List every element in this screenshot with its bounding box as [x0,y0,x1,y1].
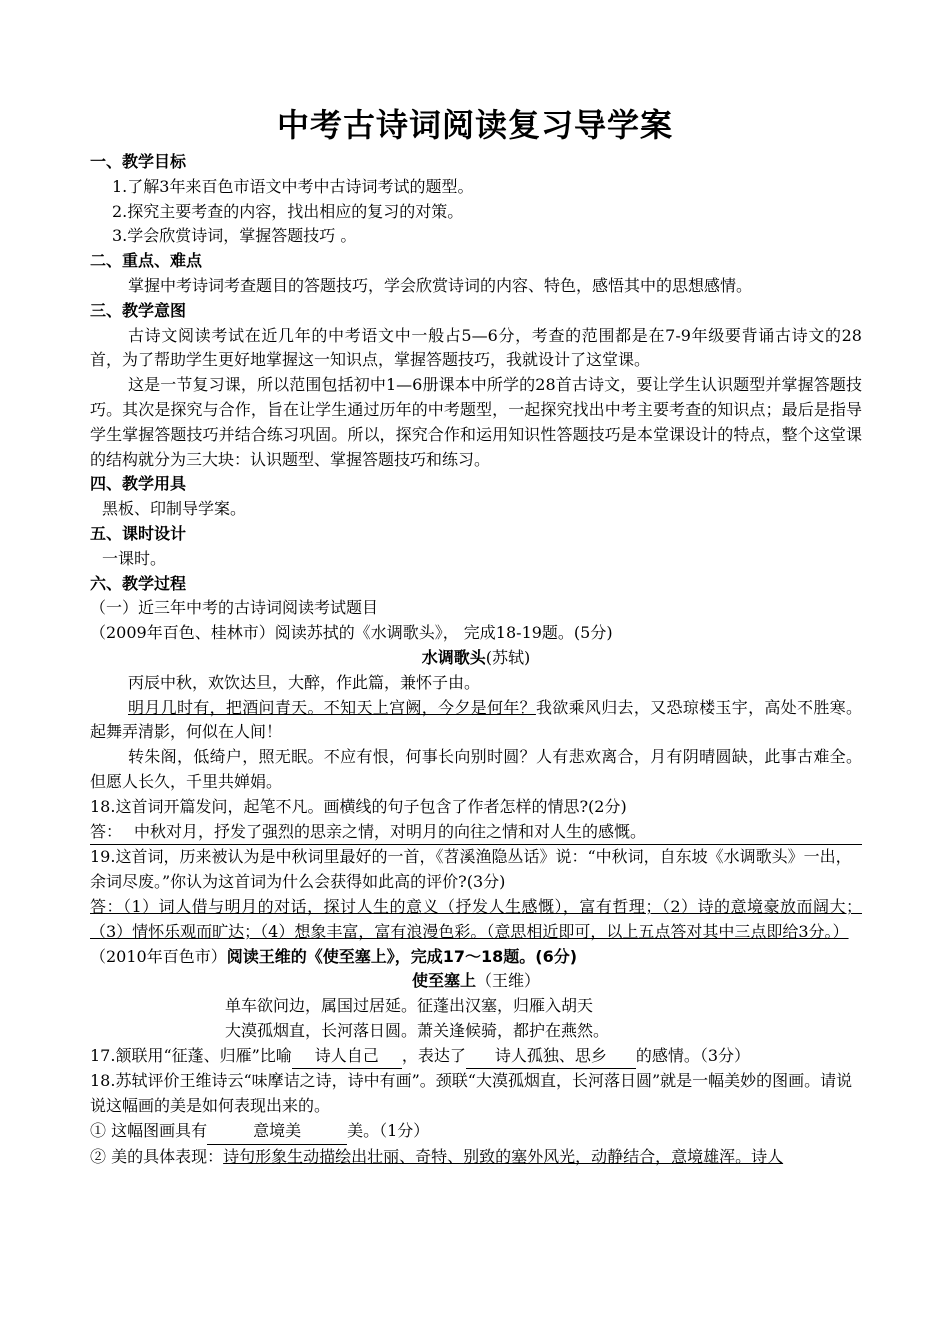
poem-heading [90,646,862,671]
question-18-part2 [90,1145,862,1170]
poem-stanza: 转朱阁，低绮户，照无眠。不应有恨，何事长向别时圆？人有悲欢离合，月有阴晴圆缺，此事古难全。但愿人长久，千里共婵娟。 [90,747,862,791]
answer-text: （1）词人借与明月的对话，探讨人生的意义（抒发人生感慨），富有哲理；（2）诗的意境豪放而阔大；（3）情怀乐观而旷达；（4）想象丰富，富有浪漫色彩。（意思相近即可，以上五点答对其中三点即给3分。） [90,896,862,941]
answer-blank: 诗人孤独、思乡 [466,1044,636,1070]
section-heading-process: 六、教学过程 [90,573,187,593]
question-18: 18.这首词开篇发问，起笔不凡。画横线的句子包含了作者怎样的情思?(2分) [90,796,627,816]
goal-item: 2.探究主要考查的内容，找出相应的复习的对策。 [112,201,464,221]
section-heading-intent: 三、教学意图 [90,300,187,320]
question-text: ① 这幅图画具有 [90,1121,208,1141]
goal-item: 3.学会欣赏诗词，掌握答题技巧 。 [112,226,357,246]
intent-paragraph: 这是一节复习课，所以范围包括初中1—6册课本中所学的28首古诗文，要让学生认识题型并掌握答题技巧。其次是探究与合作，旨在让学生通过历年的中考题型，一起探究找出中考主要考查的知识点；最后是指导学生掌握答题技巧并结合练习巩固。所以，探究合作和运用知识性答题技巧是本堂课设计的特点，整个这堂课的结构就分为三大块：认识题型、掌握答题技巧和练习。 [90,375,862,469]
poem-title: 水调歌头 [421,647,486,667]
answer-label: 答： [90,896,123,916]
poem-stanza [90,696,862,746]
answer-blank: 意境美 [207,1119,347,1145]
question-text: 的感情。（3分） [635,1045,751,1065]
poem-line: 单车欲问边，属国过居延。征蓬出汉塞，归雁入胡天 [225,996,594,1016]
poem-preface: 丙辰中秋，欢饮达旦，大醉，作此篇，兼怀子由。 [128,672,481,692]
question-text: 17.颔联用“征蓬、归雁”比喻 [90,1045,292,1065]
key-points-text: 掌握中考诗词考查题目的答题技巧，学会欣赏诗词的内容、特色，感悟其中的思想感情。 [128,275,753,295]
question-text: 美。（1分） [347,1121,430,1141]
subsection-heading: （一）近三年中考的古诗词阅读考试题目 [90,598,379,618]
question-19: 19.这首词，历来被认为是中秋词里最好的一首，《苕溪渔隐丛话》说：“中秋词，自东坡《水调歌头》一出，余词尽废。”你认为这首词为什么会获得如此高的评价?(3分) [90,847,852,892]
stanza-text: 我欲乘风归去，又恐琼楼玉宇，高处不胜寒。起舞弄清影，何似在人间！ [90,697,862,742]
section-heading-key-points: 二、重点、难点 [90,251,203,271]
tools-text: 黑板、印制导学案。 [102,499,247,519]
answer-19 [90,895,862,945]
exam-source: （2010年百色市） [90,946,227,966]
document-body [90,150,862,1170]
section-heading-goals: 一、教学目标 [90,152,187,171]
question-text: ② 美的具体表现： [90,1146,224,1166]
answer-blank: 诗人自己 [292,1044,402,1070]
intent-paragraph: 古诗文阅读考试在近几年的中考语文中一般占5—6分，考查的范围都是在7-9年级要背诵古诗文的28首，为了帮助学生更好地掌握这一知识点，掌握答题技巧，我就设计了这堂课。 [90,325,862,370]
poem-author: （王维） [476,971,541,991]
section-heading-tools: 四、教学用具 [90,474,187,494]
answer-text: 中秋对月，抒发了强烈的思亲之情，对明月的向往之情和对人生的感慨。 [134,821,647,841]
answer-label: 答： [90,821,123,841]
poem-line: 大漠孤烟直，长河落日圆。萧关逢候骑，都护在燕然。 [225,1020,610,1040]
poem-heading [90,969,862,994]
page-title: 中考古诗词阅读复习导学案 [276,106,673,144]
schedule-text: 一课时。 [102,548,167,568]
goal-item: 1.了解3年来百色市语文中考中古诗词考试的题型。 [112,176,474,196]
question-18-2010: 18.苏轼评价王维诗云“味摩诘之诗，诗中有画”。颈联“大漠孤烟直，长河落日圆”就是一幅美妙的图画。请说说这幅画的美是如何表现出来的。 [90,1071,853,1116]
question-text: ，表达了 [401,1045,466,1065]
answer-18 [90,820,862,846]
poem-author: (苏轼) [485,647,531,667]
exam-2010-intro [90,945,862,970]
exam-instruction: 阅读王维的《使至塞上》，完成17～18题。(6分) [226,946,578,966]
section-heading-schedule: 五、课时设计 [90,523,187,543]
underlined-lines: 明月几时有，把酒问青天。不知天上宫阙，今夕是何年？ [128,697,536,717]
exam-2009-intro: （2009年百色、桂林市）阅读苏拭的《水调歌头》， 完成18-19题。(5分) [90,623,613,643]
question-17 [90,1044,862,1070]
poem-title: 使至塞上 [411,971,476,991]
answer-text: 诗句形象生动描绘出壮丽、奇特、别致的塞外风光，动静结合，意境雄浑。诗人 [223,1146,784,1166]
question-18-part1 [90,1119,862,1145]
